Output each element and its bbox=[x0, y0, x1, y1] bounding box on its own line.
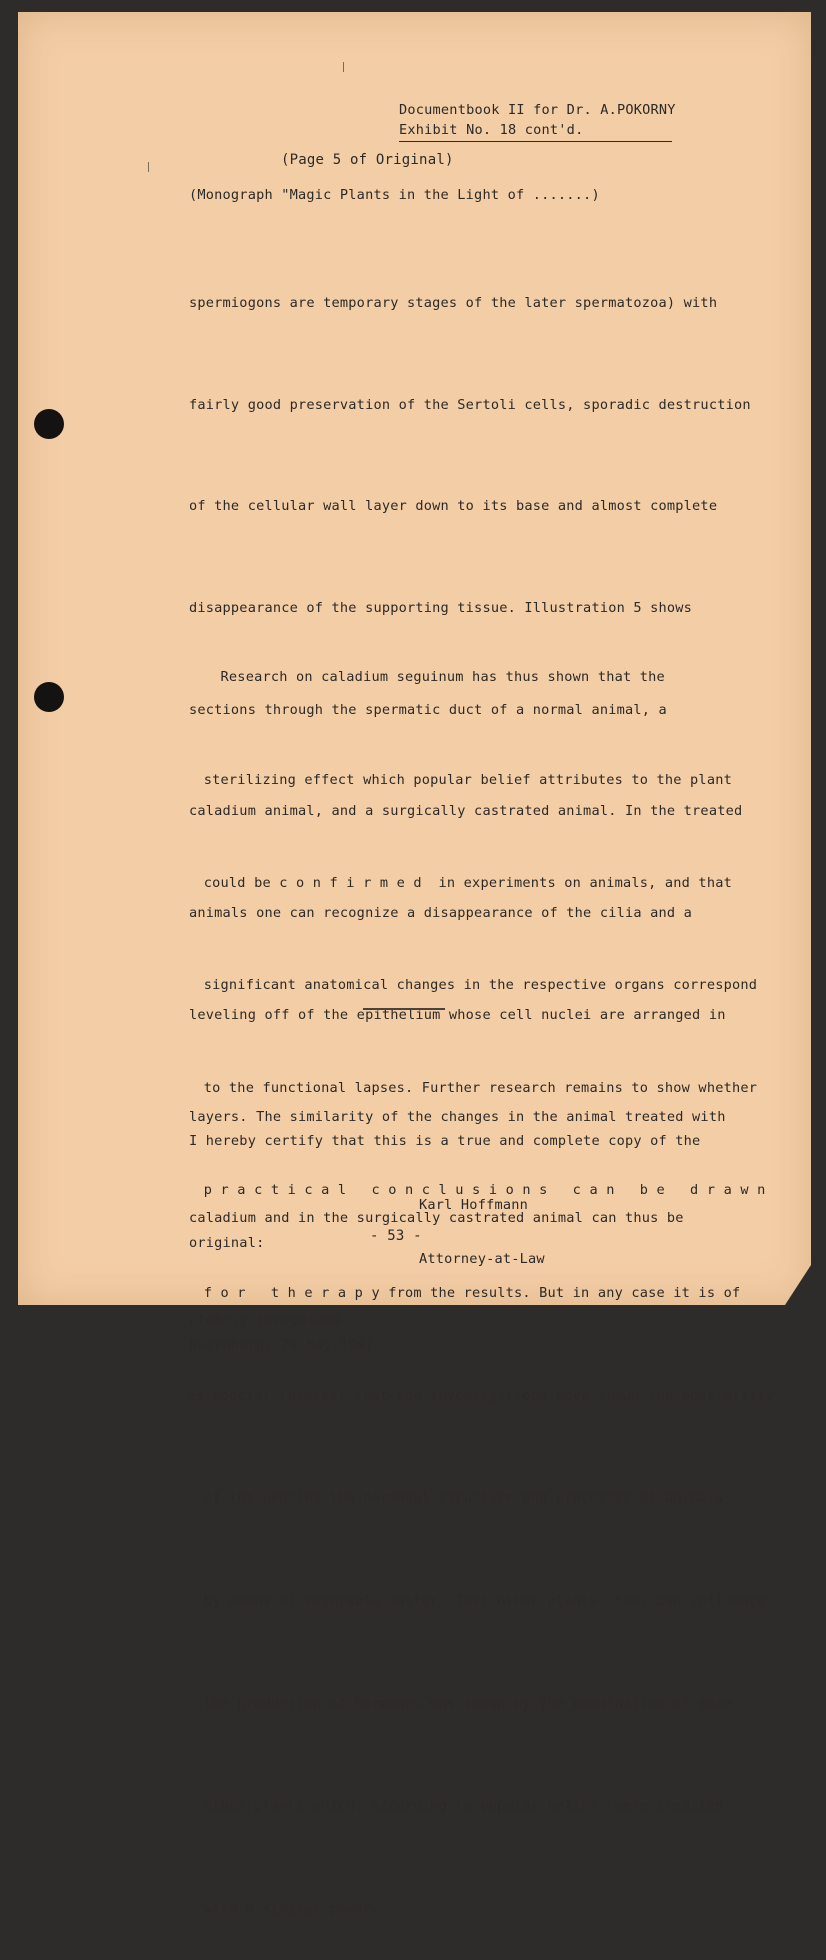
text-line: p r a c t i c a l c o n c l u s i o n s c a n b e d r a w n bbox=[187, 1182, 766, 1199]
header-exhibit: Exhibit No. 18 cont'd. bbox=[399, 120, 672, 142]
text-line: of the cellular wall layer down to its base and almost complete bbox=[189, 498, 718, 515]
punch-hole-bottom bbox=[34, 682, 64, 712]
text-line: with a similar power. bbox=[187, 1900, 380, 1917]
document-header bbox=[399, 100, 676, 142]
section-divider bbox=[363, 1008, 445, 1010]
text-line: other plants which, according to popular belief, were credited bbox=[187, 1798, 724, 1815]
text-line: Research on caladium seguinum has thus shown that the bbox=[187, 669, 665, 686]
text-line: leveling off of the epithelium whose cell nuclei are arranged in bbox=[189, 1006, 726, 1023]
certification-line: I hereby certify that this is a true and complete copy of the bbox=[189, 1133, 701, 1149]
text-line: to the functional lapses. Further research remains to show whether bbox=[187, 1079, 758, 1096]
signature-block bbox=[419, 1160, 545, 1286]
text-line: caladium and in the surgically castrated animal can thus be bbox=[189, 1210, 684, 1227]
text-line: es special interest that the investigations have shown the possibility bbox=[187, 1387, 774, 1404]
text-line: the production of hormones was shown by the examination of some bbox=[187, 1695, 732, 1712]
paper-mark bbox=[148, 162, 149, 172]
text-line: animals one can recognize a disappearance of the cilia and a bbox=[189, 905, 693, 922]
page-of-original: (Page 5 of Original) bbox=[281, 152, 454, 168]
paper-mark bbox=[343, 62, 344, 72]
certification-line: original: bbox=[189, 1235, 265, 1251]
place-date: Nuernberg, 20 May 1947 bbox=[189, 1337, 374, 1353]
torn-corner bbox=[785, 1265, 811, 1305]
text-line: spermiogons are temporary stages of the later spermatozoa) with bbox=[189, 294, 718, 311]
text-line: by means of vegetable matter. That other plants, too, can influence bbox=[187, 1592, 766, 1609]
text-line: caladium animal, and a surgically castrated animal. In the treated bbox=[189, 803, 743, 820]
text-line: disappearance of the supporting tissue. Illustration 5 shows bbox=[189, 599, 693, 616]
punch-hole-top bbox=[34, 409, 64, 439]
signer-title: Attorney-at-Law bbox=[419, 1251, 545, 1267]
page-number: - 53 - bbox=[370, 1228, 422, 1244]
text-line: layers. The similarity of the changes in the animal treated with bbox=[189, 1108, 726, 1125]
signer-name: Karl Hoffmann bbox=[419, 1197, 528, 1213]
header-documentbook: Documentbook II for Dr. A.POKORNY bbox=[399, 102, 676, 118]
text-line: could be c o n f i r m e d in experiments on animals, and that bbox=[187, 874, 732, 891]
text-line: significant anatomical changes in the respective organs correspond bbox=[187, 977, 758, 994]
text-line: of influencing the hormonal structure and processes of animals bbox=[187, 1490, 724, 1507]
text-line: clearly recognized. bbox=[189, 1312, 349, 1328]
text-line: sterilizing effect which popular belief attributes to the plant bbox=[187, 772, 732, 789]
monograph-title: (Monograph "Magic Plants in the Light of .......) bbox=[189, 187, 600, 203]
text-line: sections through the spermatic duct of a normal animal, a bbox=[189, 701, 667, 718]
text-line: f o r t h e r a p y from the results. But in any case it is of bbox=[187, 1285, 741, 1302]
text-line: fairly good preservation of the Sertoli cells, sporadic destruction bbox=[189, 396, 751, 413]
